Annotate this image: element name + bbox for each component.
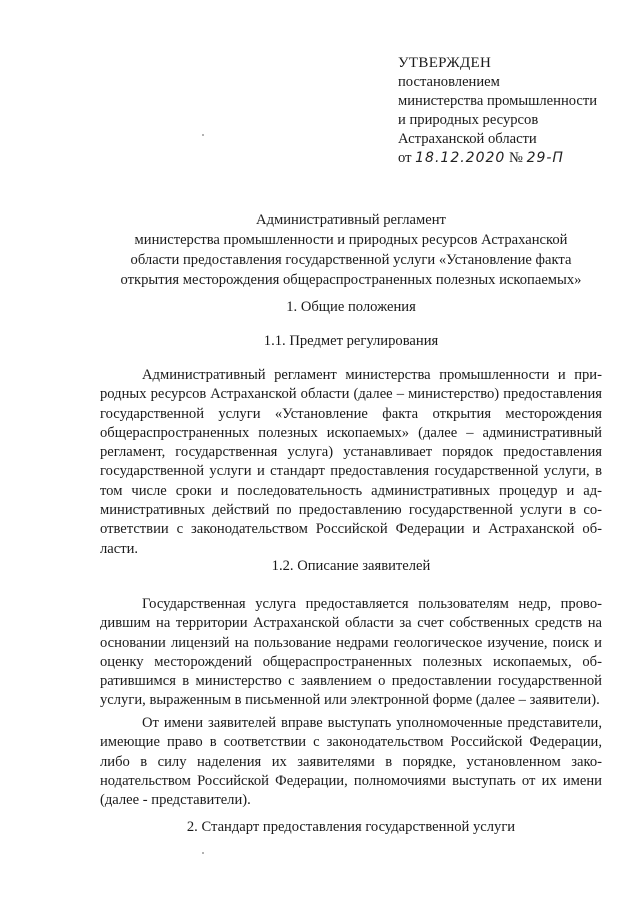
number-prefix: № xyxy=(508,150,523,166)
paragraph-applicants: Государственная услуга предоставляется пользователям недр, проводившим на территории Астраханской области за счет собственных средств на основании лицензий на пользование недрами геологическое изучение, поиск и оценку месторождений общераспространенных полезных ископаемых, обратившимся в министерство с заявлением о предоставлении государственной услуги, выраженным в письменной или электронной форме (далее – заявители). xyxy=(100,596,602,709)
date-prefix: от xyxy=(398,150,412,166)
document-title xyxy=(100,210,602,290)
title-line-1: Административный регламент xyxy=(256,212,446,228)
approval-stamp-block xyxy=(398,54,628,168)
section-heading-standard: 2. Стандарт предоставления государственной услуги xyxy=(186,819,516,835)
approval-line-3: и природных ресурсов xyxy=(398,112,539,128)
section-heading-applicants: 1.2. Описание заявителей xyxy=(271,558,431,574)
section-heading-subject: 1.1. Предмет регулирования xyxy=(263,333,439,349)
section-heading-general: 1. Общие положения xyxy=(286,299,416,315)
scan-speck xyxy=(202,134,204,136)
scan-speck xyxy=(202,852,204,854)
approval-line-2: министерства промышленности xyxy=(398,93,598,109)
paragraph-subject: Административный регламент министерства промышленности и природных ресурсов Астраханской области (далее – министерство) предоставления государственной услуги «Установление факта открытия месторождения общераспространенных полезных ископаемых» (далее – административный регламент, государственная услуга) устанавливает порядок предоставления государственной услуги и стандарт предоставления государственной услуги, в том числе сроки и последовательность административных процедур и административных действий по предоставлению государственной услуги в соответствии с законодательством Российской Федерации и Астраханской области. xyxy=(100,367,602,557)
handwritten-number: 29-П xyxy=(526,150,564,166)
approval-date-line xyxy=(398,149,628,168)
title-line-2: министерства промышленности и природных ресурсов Астраханской xyxy=(134,232,568,248)
title-line-4: открытия месторождения общераспространенных полезных ископаемых» xyxy=(120,272,582,288)
title-line-3: области предоставления государственной услуги «Установление факта xyxy=(130,252,572,268)
handwritten-date: 18.12.2020 xyxy=(415,150,506,166)
approval-line-1: постановлением xyxy=(398,74,500,90)
approval-line-4: Астраханской области xyxy=(398,131,537,147)
paragraph-representatives: От имени заявителей вправе выступать уполномоченные представители, имеющие право в соответствии с законодательством Российской Федерации, либо в силу наделения их заявителями в порядке, установленном законодательством Российской Федерации, полномочиями выступать от их имени (далее - представители). xyxy=(100,715,602,809)
approval-heading: УТВЕРЖДЕН xyxy=(398,55,492,71)
